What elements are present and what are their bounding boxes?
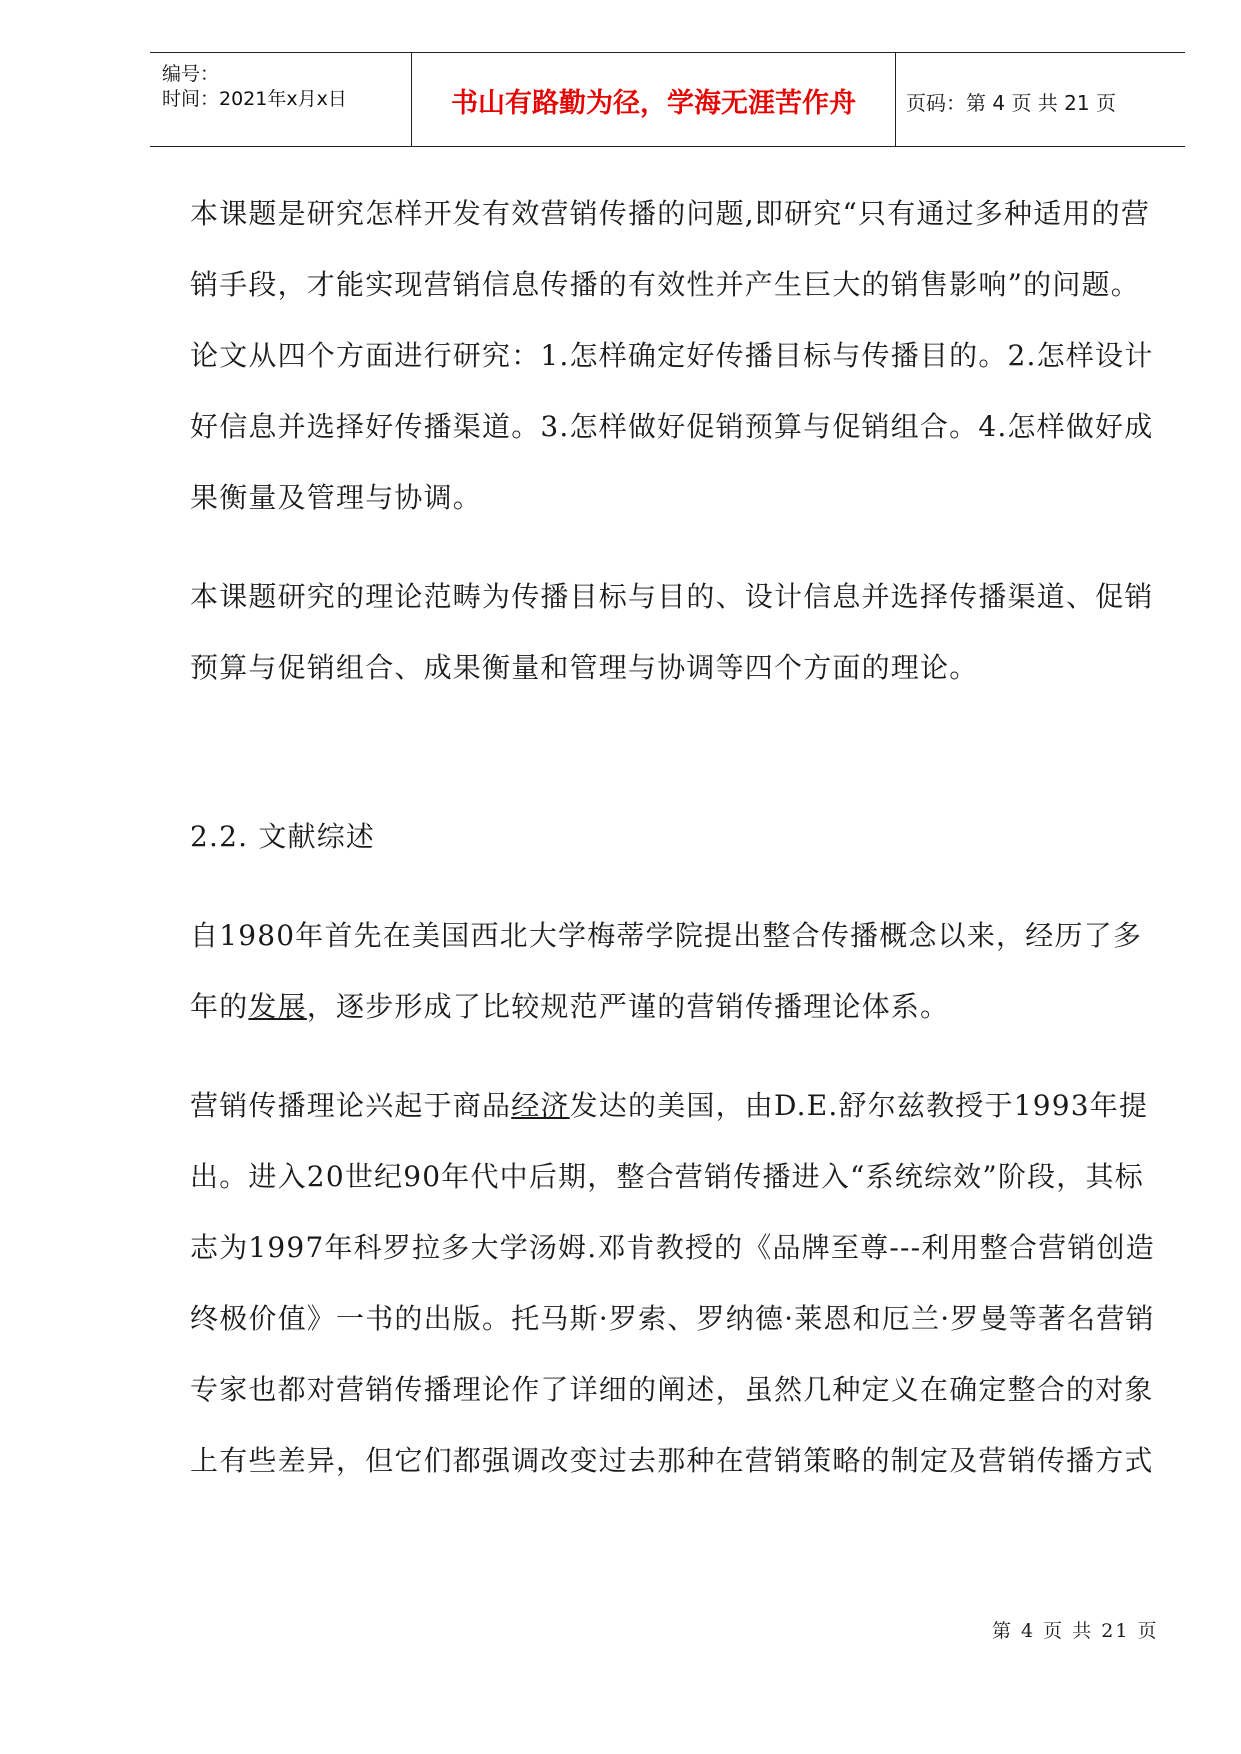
text-line: 本课题是研究怎样开发有效营销传播的问题,即研究“只有通过多种适用的营 <box>190 197 1151 230</box>
text-line: 出。进入20世纪90年代中后期，整合营销传播进入“系统综效”阶段，其标 <box>190 1160 1144 1193</box>
page-header <box>150 52 1185 147</box>
text-segment: 营销传播理论兴起于商品 <box>190 1089 512 1122</box>
text-line: 果衡量及管理与协调。 <box>190 481 483 514</box>
section-heading-text: 2.2. 文献综述 <box>190 820 376 853</box>
paragraph-theory-origin <box>190 1070 1195 1496</box>
footer-page-number: 第 4 页 共 21 页 <box>992 1620 1159 1642</box>
spacer <box>190 1042 1195 1070</box>
text-line: 专家也都对营销传播理论作了详细的阐述，虽然几种定义在确定整合的对象 <box>190 1373 1154 1406</box>
header-meta-cell <box>150 53 412 146</box>
header-motto: 书山有路勤为径，学海无涯苦作舟 <box>451 88 856 119</box>
text-line: 志为1997年科罗拉多大学汤姆.邓肯教授的《品牌至尊---利用整合营销创造 <box>190 1231 1155 1264</box>
paragraph-research-topic <box>190 178 1195 533</box>
paragraph-theory-scope <box>190 561 1195 703</box>
paragraph-literature-history <box>190 900 1195 1042</box>
text-line <box>190 971 1195 1042</box>
section-heading <box>190 801 1195 872</box>
spacer <box>190 533 1195 561</box>
text-line: 本课题研究的理论范畴为传播目标与目的、设计信息并选择传播渠道、促销 <box>190 580 1154 613</box>
text-line: 论文从四个方面进行研究：1.怎样确定好传播目标与传播目的。2.怎样设计 <box>190 339 1154 372</box>
text-line: 销手段，才能实现营销信息传播的有效性并产生巨大的销售影响”的问题。 <box>190 268 1140 301</box>
document-number-label: 编号： <box>162 63 220 85</box>
document-body <box>190 178 1195 1496</box>
document-time-label: 时间：2021年x月x日 <box>162 88 347 110</box>
header-page-number: 页码：第 4 页 共 21 页 <box>906 91 1116 115</box>
text-line: 自1980年首先在美国西北大学梅蒂学院提出整合传播概念以来，经历了多 <box>190 919 1143 952</box>
text-line: 预算与促销组合、成果衡量和管理与协调等四个方面的理论。 <box>190 651 979 684</box>
text-line: 好信息并选择好传播渠道。3.怎样做好促销预算与促销组合。4.怎样做好成 <box>190 410 1154 443</box>
text-segment: ，逐步形成了比较规范严谨的营销传播理论体系。 <box>306 990 950 1023</box>
link-economy[interactable]: 经济 <box>511 1089 570 1122</box>
spacer <box>190 872 1195 900</box>
text-segment: 发达的美国，由D.E.舒尔兹教授于1993年提 <box>569 1089 1149 1122</box>
header-page-cell <box>896 53 1185 146</box>
link-development[interactable]: 发展 <box>248 990 307 1023</box>
text-segment: 年的 <box>190 990 249 1023</box>
text-line: 终极价值》一书的出版。托马斯·罗索、罗纳德·莱恩和厄兰·罗曼等著名营销 <box>190 1302 1155 1335</box>
spacer <box>190 703 1195 801</box>
text-line <box>190 1070 1195 1141</box>
text-line: 上有些差异，但它们都强调改变过去那种在营销策略的制定及营销传播方式 <box>190 1444 1154 1477</box>
header-motto-cell <box>412 53 896 146</box>
